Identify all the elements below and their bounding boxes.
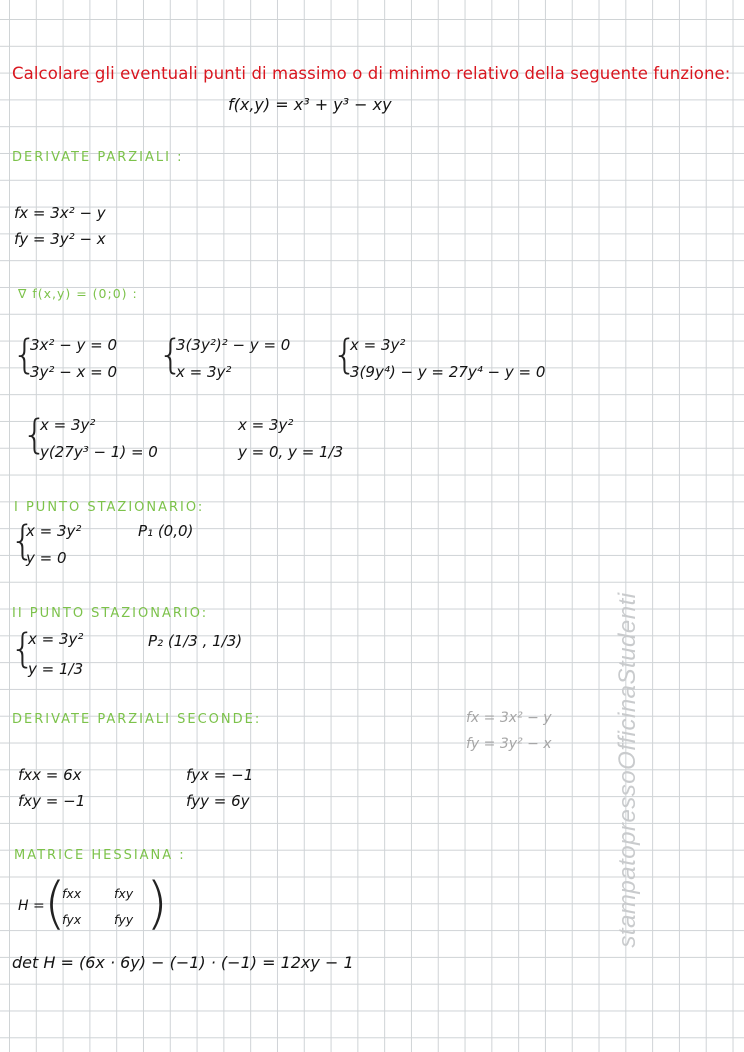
system-4-line-1: x = 3y² [40,416,96,434]
section-hessian-matrix: MATRICE HESSIANA : [14,848,186,863]
function-definition: f(x,y) = x³ + y³ − xy [228,95,392,114]
hessian-determinant: det H = (6x · 6y) − (−1) · (−1) = 12xy − 1 [12,953,354,972]
hessian-cell-fxx: fxx [62,886,82,901]
system-4-line-2: y(27y³ − 1) = 0 [40,443,158,461]
system-p1-line-2: y = 0 [26,549,67,567]
system-3-line-1: x = 3y² [350,336,406,354]
hessian-cell-fyy: fyy [114,912,134,927]
system-p2-line-1: x = 3y² [28,630,84,648]
solution-y: y = 0, y = 1/3 [238,443,344,461]
system-1-line-2: 3y² − x = 0 [30,363,118,381]
right-paren: ) [146,871,168,936]
note-fy: fy = 3y² − x [466,736,552,752]
point-p1: P₁ (0,0) [138,522,194,540]
second-derivative-fxy: fxy = −1 [18,792,86,810]
system-2-line-1: 3(3y²)² − y = 0 [176,336,291,354]
note-fx: fx = 3x² − y [466,710,552,726]
system-2-line-2: x = 3y² [176,363,232,381]
system-p2-line-2: y = 1/3 [28,660,84,678]
brace: { [10,626,36,672]
partial-fy: fy = 3y² − x [14,230,106,248]
section-partial-derivatives: DERIVATE PARZIALI : [12,150,184,165]
second-derivative-fxx: fxx = 6x [18,766,82,784]
section-second-derivatives: DERIVATE PARZIALI SECONDE: [12,712,262,727]
system-1-line-1: 3x² − y = 0 [30,336,118,354]
brace: { [10,518,36,564]
section-second-stationary-point: II PUNTO STAZIONARIO: [12,606,209,621]
left-paren: ( [44,871,66,936]
hessian-cell-fxy: fxy [114,886,134,901]
hessian-cell-fyx: fyx [62,912,82,927]
watermark: stampatopressoOfficinaStudenti [614,592,641,948]
system-3-line-2: 3(9y⁴) − y = 27y⁴ − y = 0 [350,363,546,381]
brace: { [332,332,358,378]
brace: { [158,332,184,378]
partial-fx: fx = 3x² − y [14,204,106,222]
second-derivative-fyy: fyy = 6y [186,792,250,810]
problem-title: Calcolare gli eventuali punti di massimo o di minimo relativo della seguente funzione: [12,64,731,83]
second-derivative-fyx: fyx = −1 [186,766,254,784]
solution-x: x = 3y² [238,416,294,434]
hessian-label: H = [18,898,45,914]
system-p1-line-1: x = 3y² [26,522,82,540]
brace: { [12,332,38,378]
section-first-stationary-point: I PUNTO STAZIONARIO: [14,500,205,515]
brace: { [22,412,48,458]
point-p2: P₂ (1/3 , 1/3) [148,632,243,650]
section-gradient: ∇ f(x,y) = (0;0) : [18,286,138,301]
